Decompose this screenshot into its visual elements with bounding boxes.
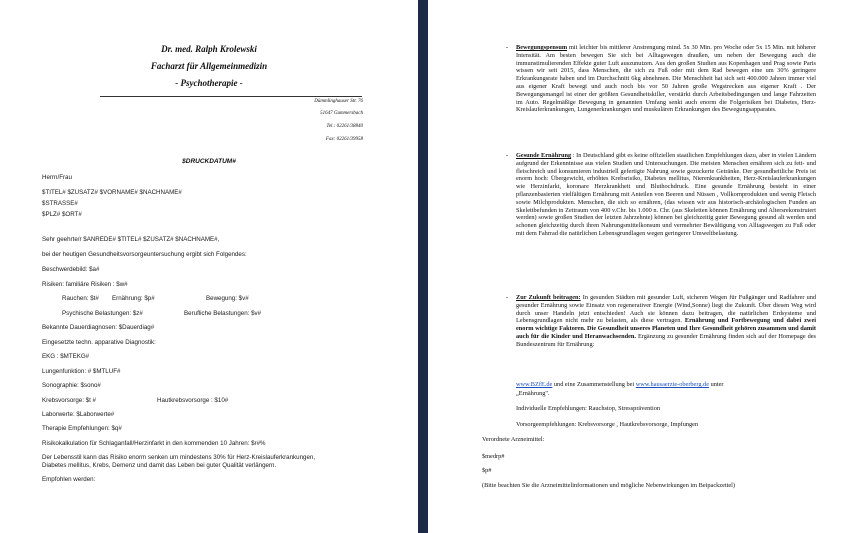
address-street: Dümmlinghauser Str. 76 — [314, 99, 363, 104]
future-bold-text: Ernährung und Fortbewegung und dabei zwei enorm wichtige Faktoren. Die Gesundheit unseres Planeten und Ihre Gesundheit gehören zusammen und damit auch für die Kinder und Heranwachsenden. — [516, 317, 817, 340]
exercise-heading: Bewegungspensum — [516, 44, 568, 51]
recipient-name: $TITEL# $ZUSATZ# $VORNAME# $NACHNAME# — [42, 189, 182, 196]
exercise-field: Bewegung: $v# — [206, 295, 249, 302]
recipient-salutation: Herrn/Frau — [42, 174, 72, 181]
nutrition-field: Ernährung: $p# — [112, 295, 155, 302]
medications-field-1: $medrp# — [482, 453, 505, 460]
cancer-screening-field: Krebsvorsorge: $t # — [42, 397, 96, 404]
letter-page-left — [0, 0, 418, 533]
exercise-paragraph: - Bewegungspensum mit leichter bis mittlerer Anstrengung mind. 5x 30 Min. pro Woche oder 5x 15 Min. mit höherer Intensität. Am besten bewegen Sie sich bei Alltagswegen draußen, um neben der Bewegung auch die immunstimulierenden Effekte guter Luft auszunutzen. Aus den großen Studien aus Kopenhagen und Prag sowie Paris wissen wir seit 2015, dass Menschen, die sich zu Fuß oder mit dem Rad bewegen eine um 30% geringere Erkrankungsrate haben und im Durchschnitt 6kg abnehmen. Die Menschheit hat sich seit 400.000 Jahren immer viel aus eigener Kraft bewegt und auch noch bis vor 50 Jahren große Wegstrecken aus eigener Kraft . Der Bewegungsmangel ist einer der größten Gesundheitskiller, verstärkt durch Arbeitsbedingungen und lange Fahrzeiten im Auto. Regelmäßige Bewegung in genannten Umfang senkt auch enorm die Folgerisiken bei Diabetes, Herz-Kreislauferkrankungen, Lungenerkrankungen und muskulären Erkrankungen des Bewegungsapparates. — [506, 44, 816, 114]
diagnoses-field: Bekannte Dauerdiagnosen: $Dauerdiag# — [42, 324, 155, 331]
address-city: 51647 Gummersbach — [320, 111, 363, 116]
individual-recommendations: Individuelle Empfehlungen: Rauchstop, Stressprävention — [516, 405, 661, 412]
doctor-subtitle: - Psychotherapie - — [175, 78, 243, 88]
exercise-text: mit leichter bis mittlerer Anstrengung mind. 5x 30 Min. pro Woche oder 5x 15 Min. mit höherer Intensität. Am besten bewegen Sie sich bei Alltagswegen draußen, um neben der Bewegung auch die immunstimulierenden Effekte guter Luft auszunutzen. Aus den großen Studien aus Kopenhagen und Prag sowie Paris wissen wir seit 2015, dass Menschen, die sich zu Fuß oder mit dem Rad bewegen eine um 30% geringere Erkrankungsrate haben und im Durchschnitt 6kg abnehmen. Die Menschheit hat sich seit 400.000 Jahren immer viel aus eigener Kraft bewegt und auch noch bis vor 50 Jahren große Wegstrecken aus eigener Kraft . Der Bewegungsmangel ist einer der größten Gesundheitskiller, verstärkt durch Arbeitsbedingungen und lange Fahrzeiten im Auto. Regelmäßige Bewegung in genannten Umfang senkt auch enorm die Folgerisiken bei Diabetes, Herz-Kreislauferkrankungen, Lungenerkrankungen und muskulären Erkrankungen des Bewegungsapparates. — [516, 44, 816, 114]
psych-stress-field: Psychische Belastungen: $z# — [62, 310, 143, 317]
work-stress-field: Berufliche Belastungen: $v# — [184, 310, 262, 317]
diagnostics-label: Eingesetzte techn. apparative Diagnostik: — [42, 339, 156, 346]
future-heading: Zur Zukunft beitragen: — [516, 294, 581, 301]
skin-screening-field: Hautkrebsvorsorge : $10# — [157, 397, 229, 404]
prevention-recommendations: Vorsorgeempfehlungen: Krebsvorsorge , Hautkrebsvorsorge, Impfungen — [516, 421, 699, 428]
links-middle-text: und eine Zusammenstellung bei — [552, 381, 636, 388]
future-paragraph: - Zur Zukunft beitragen: In gesunden Städten mit gesunder Luft, sicheren Wegen für Fußgänger und Radfahrer und gesunder Ernährung sowie Einsatz von regenerativer Energie (Wind,Sonne) liegt die Zukunft. Über diesen Weg wird durch unser Handeln jetzt entschieden! Auch sie können dazu beitragen, die natürlichen Erdsysteme und Lebensgrundlagen nicht mehr zu belasten, als diese vertragen. Ernährung und Fortbewegung und dabei zwei enorm wichtige Faktoren. Die Gesundheit unseres Planeten und Ihre Gesundheit gehören zusammen und damit auch für die Kinder und Heranwachsenden. Ergänzung zu gesunder Ernährung finden sich auf der Homepage des Bundeszentrum für Ernährung: — [506, 294, 817, 348]
nutrition-heading: Gesunde Ernährung — [516, 152, 572, 159]
future-text: In gesunden Städten mit gesunder Luft, sicheren Wegen für Fußgänger und Radfahrer und gesunder Ernährung sowie Einsatz von regenerativer Energie (Wind,Sonne) liegt die Zukunft. Über diesen Weg wird durch unser Handeln jetzt entschieden! Auch sie können dazu beitragen, die natürlichen Erdsysteme und Lebensgrundlagen nicht mehr zu belasten, als diese vertragen. — [516, 294, 817, 325]
doctor-title: Facharzt für Allgemeinmedizin — [150, 61, 268, 71]
letter-page-right — [428, 0, 850, 533]
ekg-field: EKG : $MTEKG# — [42, 353, 90, 360]
hausaerzte-link[interactable]: www.hausaerzte-oberberg.de — [635, 381, 710, 388]
sono-field: Sonographie: $sono# — [42, 382, 101, 389]
smoking-field: Rauchen: $t# — [62, 295, 99, 302]
nutrition-text: : In Deutschland gibt es keine offiziellen staatlichen Empfehlungen dazu, aber in vielen Ländern aufgrund der Erkenntnisse aus vielen Studien und Untersuchungen. Die meisten Menschen ernähren sich zu fett- und fleischreich und konsumieren industriell gefertigte Nahrung sowie gezuckerte Getränke. Der gesundheitliche Preis ist enorm hoch: Übergewicht, erhöhtes Krebsrisiko, Diabetes mellitus, Nierenkrankheiten, Herz-Kreislauferkrankungen wie Herzinfarkt, koronare Herzkrankheit und Bluthochdruck. Eine gesunde Ernährung besteht in einer pflanzenbasierten vielfältigen Ernährung mit Anteilen von Beeren und Nüssen , Vollkornprodukten und wenig Fleisch sowie Milchprodukten. Menschen, die sich so ernähren, (das wissen wir aus historisch-archäologischen Funden an Skelettbefunden in Zeitraum von 400 v.Chr. bis 1.000 n. Chr. (aus Skeletten können Ernährung und Altersrekonstruiert werden) sowie großen Studien der letzten Jahrzehnte) können bei gleichzeitig guter Bewegung gesund alt werden und schonen gleichzeitig durch ihren Nahrungsmittelkonsum und vermehrter Bewältigung von Alltagswegen zu Fuß oder mit dem Fahrrad die natürlichen Lebensgrundlagen wegen geringerer Umweltbelastung. — [516, 152, 816, 237]
therapy-field: Therapie Empfehlungen: $q# — [42, 425, 122, 432]
header-rule — [100, 96, 362, 97]
lifestyle-line-1: Der Lebensstil kann das Risiko enorm senken um mindestens 30% für Herz-Kreislauferkrankungen, — [42, 454, 316, 461]
lung-field: Lungenfunktion: # $MTLUF# — [42, 368, 121, 375]
medications-heading: Verordnete Arzneimittel: — [482, 436, 545, 443]
recipient-city: $PLZ# $ORT# — [42, 211, 82, 218]
recipient-street: $STRASSE# — [42, 200, 78, 207]
medication-note: (Bitte beachten Sie die Arzneimittelinformationen und mögliche Nebenwirkungen im Beipackzettel) — [482, 482, 736, 489]
page-divider — [418, 0, 428, 533]
medications-field-2: $p# — [482, 467, 492, 474]
print-date-field: $DRUCKDATUM# — [182, 158, 236, 165]
links-quote: „Ernährung". — [516, 390, 550, 397]
links-line — [516, 381, 724, 388]
letter-intro: bei der heutigen Gesundheitsvorsorgeuntersuchung ergibt sich Folgendes: — [42, 251, 247, 258]
address-phone: Tel.: 02261/38840 — [326, 124, 363, 129]
recommended-label: Empfohlen werden: — [42, 476, 96, 483]
bzfe-link[interactable]: www.BZfE.de — [516, 381, 553, 388]
doctor-name: Dr. med. Ralph Krolewski — [161, 44, 257, 54]
risk-calc-field: Risikokalkulation für Schlaganfall/Herzinfarkt in den kommenden 10 Jahren: $r#% — [42, 440, 266, 447]
lab-field: Laborwerte: $Laborwerte# — [42, 411, 115, 418]
letter-greeting: Sehr geehrte/r $ANREDE# $TITEL# $ZUSATZ# $NACHNAME#, — [42, 236, 220, 243]
future-tail-text: Ergänzung zu gesunder Ernährung finden sich auf der Homepage des Bundeszentrum für Ernährung: — [516, 332, 817, 348]
address-fax: Fax: 02261/39958 — [325, 137, 363, 142]
complaints-field: Beschwerdebild: $a# — [42, 266, 100, 273]
lifestyle-line-2: Diabetes mellitus, Krebs, Demenz und damit das Leben bei guter Qualität verlängern. — [42, 462, 277, 469]
links-end-text: unter — [709, 381, 724, 388]
nutrition-paragraph: - Gesunde Ernährung : In Deutschland gibt es keine offiziellen staatlichen Empfehlungen dazu, aber in vielen Ländern aufgrund der Erkenntnisse aus vielen Studien und Untersuchungen. Die meisten Menschen ernähren sich zu fett- und fleischreich und konsumieren industriell gefertigte Nahrung sowie gezuckerte Getränke. Der gesundheitliche Preis ist enorm hoch: Übergewicht, erhöhtes Krebsrisiko, Diabetes mellitus, Nierenkrankheiten, Herz-Kreislauferkrankungen wie Herzinfarkt, koronare Herzkrankheit und Bluthochdruck. Eine gesunde Ernährung besteht in einer pflanzenbasierten vielfältigen Ernährung mit Anteilen von Beeren und Nüssen , Vollkornprodukten und wenig Fleisch sowie Milchprodukten. Menschen, die sich so ernähren, (das wissen wir aus historisch-archäologischen Funden an Skelettbefunden in Zeitraum von 400 v.Chr. bis 1.000 n. Chr. (aus Skeletten können Ernährung und Altersrekonstruiert werden) sowie großen Studien der letzten Jahrzehnte) können bei gleichzeitig guter Bewegung gesund alt werden und schonen gleichzeitig durch ihren Nahrungsmittelkonsum und vermehrter Bewältigung von Alltagswegen zu Fuß oder mit dem Fahrrad die natürlichen Lebensgrundlagen wegen geringerer Umweltbelastung. — [506, 152, 816, 237]
risks-field: Risiken: familiäre Risiken : $w# — [42, 281, 128, 288]
